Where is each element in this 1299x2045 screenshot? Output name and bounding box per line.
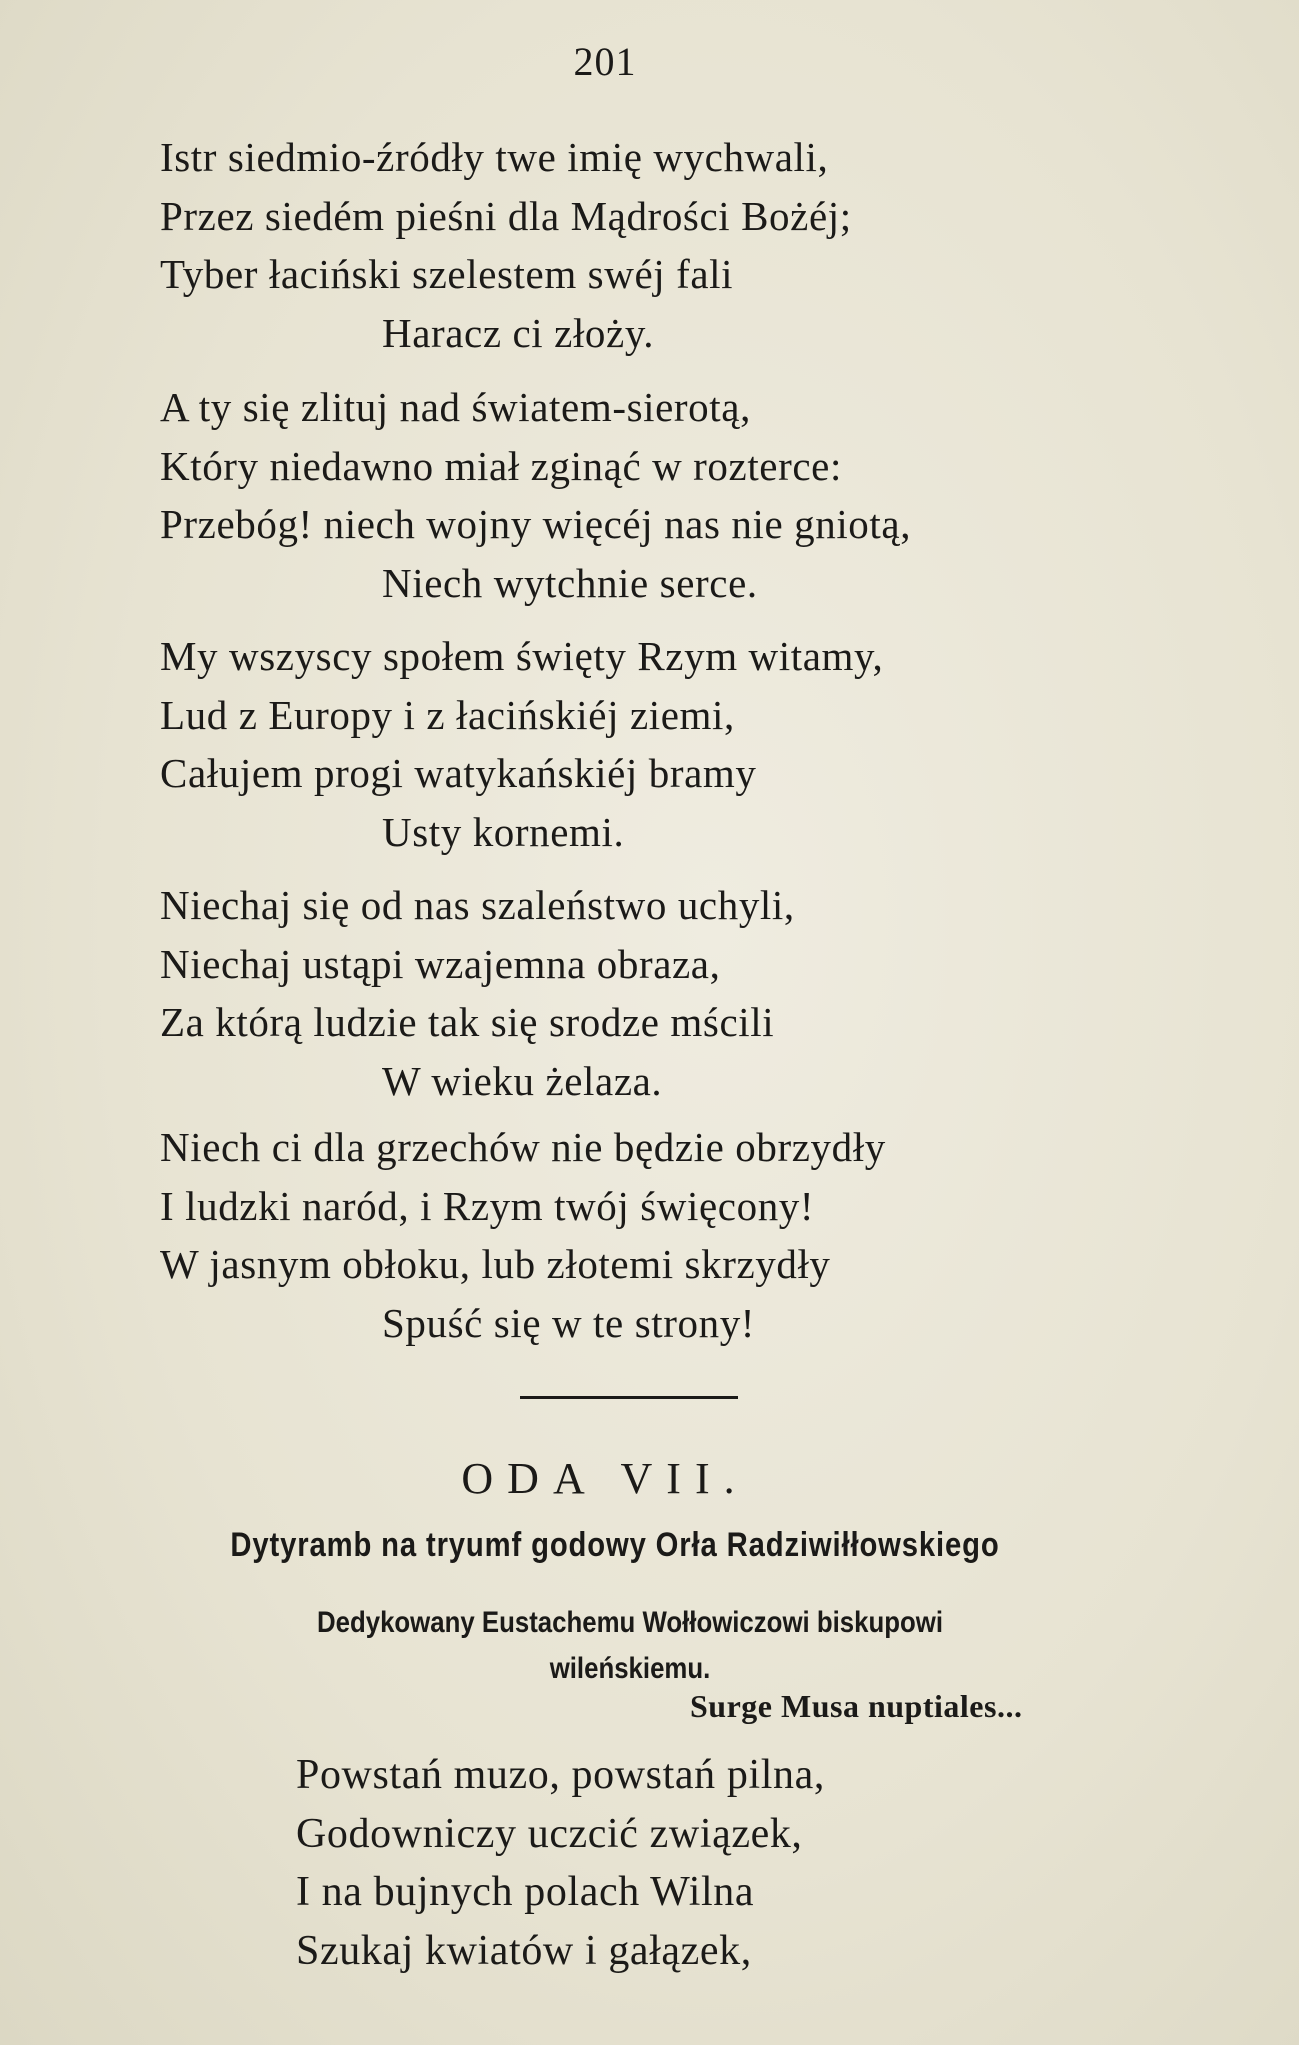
verse-line: Haracz ci złoży.	[382, 309, 655, 356]
verse-line: Usty kornemi.	[382, 808, 625, 855]
dedication	[243, 1600, 1017, 1692]
stanza	[160, 876, 1120, 1110]
page-number: 201	[573, 39, 637, 84]
verse-line: Całujem progi watykańskiéj bramy	[160, 750, 757, 796]
dedication-line: Dedykowany Eustachemu Wołłowiczowi biskupowi	[316, 1606, 943, 1639]
ode-title: ODA VII.	[461, 1454, 749, 1503]
verse-line: Tyber łaciński szelestem swéj fali	[160, 251, 734, 297]
verse-line: Godowniczy uczcić związek,	[296, 1810, 803, 1857]
verse-line: Istr siedmio-źródły twe imię wychwali,	[160, 134, 829, 180]
stanza	[160, 627, 1120, 861]
verse-line: Spuść się w te strony!	[382, 1299, 756, 1346]
dedication-line: wileńskiemu.	[549, 1652, 711, 1685]
verse-line: Niech ci dla grzechów nie będzie obrzydły	[160, 1124, 886, 1170]
verse-line: I ludzki naród, i Rzym twój święcony!	[160, 1182, 815, 1229]
verse-line: My wszyscy społem święty Rzym witamy,	[160, 633, 884, 679]
verse-line: Szukaj kwiatów i gałązek,	[296, 1927, 752, 1974]
ode-stanza	[296, 1746, 1116, 1980]
verse-line: Niechaj ustąpi wzajemna obraza,	[160, 940, 721, 987]
verse-line: I na bujnych polach Wilna	[296, 1869, 755, 1915]
stanza	[160, 378, 1120, 612]
verse-line: Przebóg! niech wojny więcéj nas nie gniotą,	[160, 501, 912, 547]
stanza	[160, 1118, 1120, 1352]
verse-line: Lud z Europy i z łacińskiéj ziemi,	[160, 691, 735, 738]
verse-line: Przez siedém pieśni dla Mądrości Bożéj;	[160, 192, 852, 239]
verse-line: A ty się zlituj nad światem-sierotą,	[160, 384, 751, 430]
ode-subtitle: Dytyramb na tryumf godowy Orła Radziwiłłowskiego	[230, 1526, 1000, 1564]
verse-line: Niechaj się od nas szaleństwo uchyli,	[160, 882, 795, 928]
stanza	[160, 128, 1120, 362]
verse-line: Powstań muzo, powstań pilna,	[296, 1752, 825, 1798]
verse-line: Za którą ludzie tak się srodze mścili	[160, 999, 775, 1045]
epigraph: Surge Musa nuptiales...	[690, 1688, 1023, 1724]
verse-line: W jasnym obłoku, lub złotemi skrzydły	[160, 1241, 831, 1287]
verse-line: W wieku żelaza.	[382, 1057, 663, 1104]
verse-line: Niech wytchnie serce.	[382, 559, 758, 606]
verse-line: Który niedawno miał zginąć w rozterce:	[160, 442, 842, 489]
section-divider	[520, 1396, 738, 1399]
